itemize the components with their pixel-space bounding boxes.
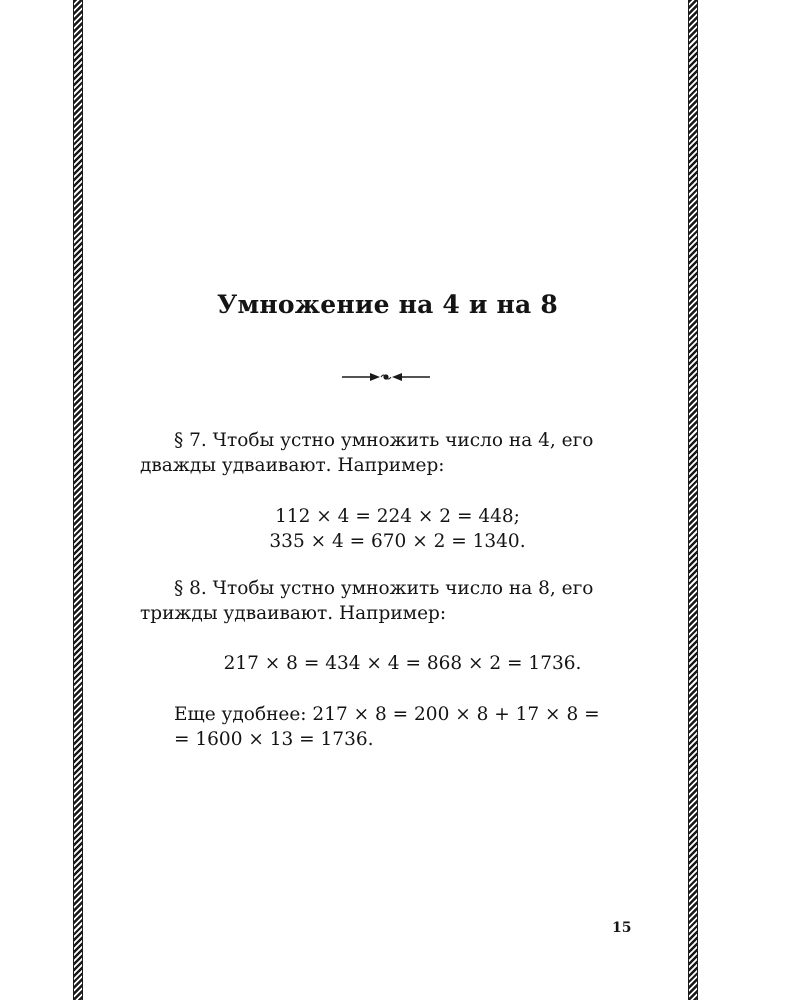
note-line-1: Еще удобнее: 217 × 8 = 200 × 8 + 17 × 8 = bbox=[174, 704, 600, 725]
fleuron-ornament-icon bbox=[340, 369, 432, 385]
example-formula-3: 217 × 8 = 434 × 4 = 868 × 2 = 1736. bbox=[223, 653, 582, 674]
example-formula-1: 112 × 4 = 224 × 2 = 448; bbox=[275, 506, 520, 527]
section-7-paragraph bbox=[140, 428, 640, 478]
example-formula-2: 335 × 4 = 670 × 2 = 1340. bbox=[269, 531, 526, 552]
section-7-line-1: § 7. Чтобы устно умножить число на 4, его bbox=[174, 430, 594, 451]
right-rope-border bbox=[688, 0, 698, 1000]
section-8-paragraph bbox=[140, 576, 640, 626]
chapter-title: Умножение на 4 и на 8 bbox=[217, 290, 558, 319]
note-line-2: = 1600 × 13 = 1736. bbox=[174, 729, 374, 750]
left-rope-border bbox=[73, 0, 83, 1000]
section-8-line-1: § 8. Чтобы устно умножить число на 8, его bbox=[174, 578, 594, 599]
page-number: 15 bbox=[612, 920, 632, 936]
section-8-line-2: трижды удваивают. Например: bbox=[140, 603, 447, 624]
section-7-line-2: дважды удваивают. Например: bbox=[140, 455, 445, 476]
